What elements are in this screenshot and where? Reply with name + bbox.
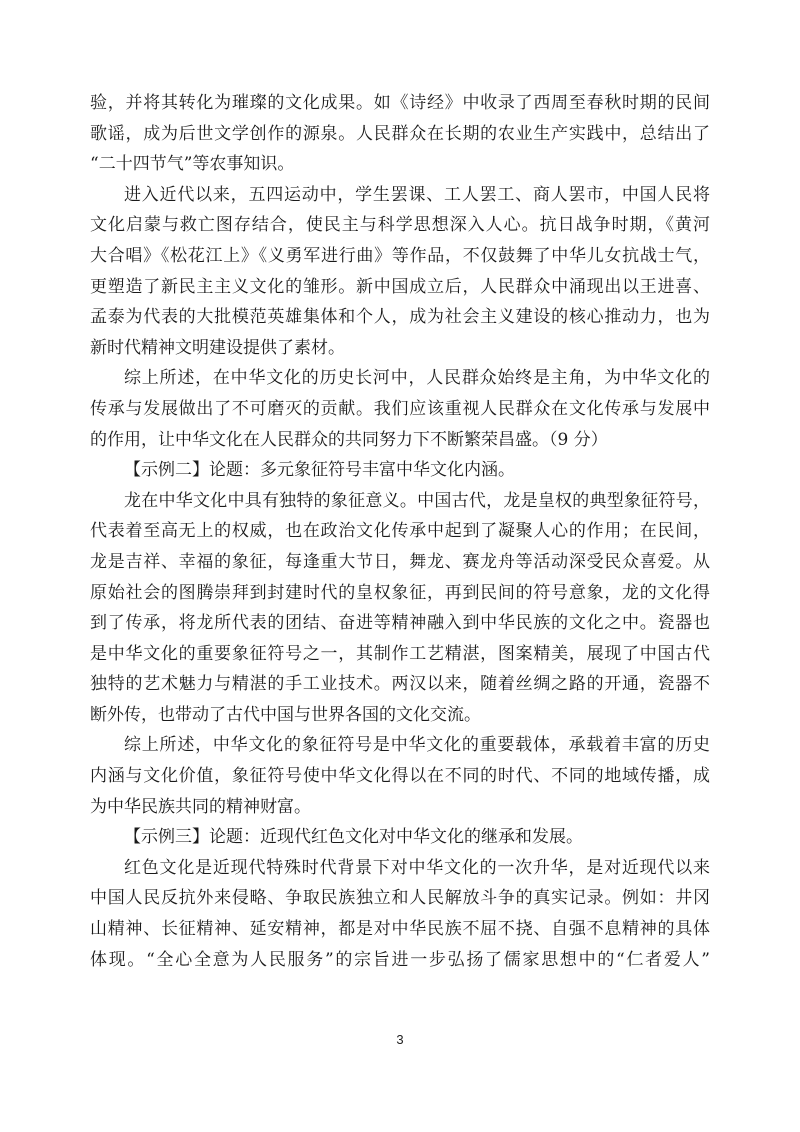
- text-line: 内涵与文化价值，象征符号使中华文化得以在不同的时代、不同的地域传播，成: [90, 766, 710, 787]
- example-heading: 【示例二】论题：多元象征符号丰富中华文化内涵。: [124, 460, 515, 481]
- text-line: 的作用，让中华文化在人民群众的共同努力下不断繁荣昌盛。（9 分）: [90, 429, 608, 450]
- text-line: 传承与发展做出了不可磨灭的贡献。我们应该重视人民群众在文化传承与发展中: [90, 398, 710, 419]
- text-line: 体现。“全心全意为人民服务”的宗旨进一步弘扬了儒家思想中的“仁者爱人”: [90, 949, 710, 970]
- text-line: 中国人民反抗外来侵略、争取民族独立和人民解放斗争的真实记录。例如：井冈: [90, 888, 710, 909]
- document-body: [90, 88, 710, 975]
- text-line: 大合唱》《松花江上》《义勇军进行曲》等作品，不仅鼓舞了中华儿女抗战士气，: [90, 245, 710, 266]
- text-line: 代表着至高无上的权威，也在政治文化传承中起到了凝聚人心的作用；在民间，: [90, 521, 710, 542]
- text-line: 是中华文化的重要象征符号之一，其制作工艺精湛，图案精美，展现了中国古代: [90, 643, 710, 664]
- text-line: 原始社会的图腾崇拜到封建时代的皇权象征，再到民间的符号意象，龙的文化得: [90, 582, 710, 603]
- text-line: 文化启蒙与救亡图存结合，使民主与科学思想深入人心。抗日战争时期，《黄河: [90, 215, 710, 236]
- text-line: 更塑造了新民主主义文化的雏形。新中国成立后，人民群众中涌现出以王进喜、: [90, 276, 710, 297]
- paragraph-start-line: 红色文化是近现代特殊时代背景下对中华文化的一次升华，是对近现代以来: [124, 857, 710, 878]
- text-line: 新时代精神文明建设提供了素材。: [90, 337, 345, 358]
- text-line: 验，并将其转化为璀璨的文化成果。如《诗经》中收录了西周至春秋时期的民间: [90, 93, 710, 113]
- text-line: 为中华民族共同的精神财富。: [90, 796, 311, 817]
- paragraph-start-line: 综上所述，中华文化的象征符号是中华文化的重要载体，承载着丰富的历史: [124, 735, 710, 756]
- paragraph-start-line: 进入近代以来，五四运动中，学生罢课、工人罢工、商人罢市，中国人民将: [124, 184, 710, 205]
- text-line: 断外传，也带动了古代中国与世界各国的文化交流。: [90, 704, 481, 725]
- text-line: 歌谣，成为后世文学创作的源泉。人民群众在长期的农业生产实践中，总结出了: [90, 123, 710, 144]
- text-line: “二十四节气”等农事知识。: [90, 154, 295, 175]
- example-heading: 【示例三】论题：近现代红色文化对中华文化的继承和发展。: [124, 827, 583, 848]
- text-line: 山精神、长征精神、延安精神，都是对中华民族不屈不挠、自强不息精神的具体: [90, 919, 710, 940]
- paragraph-start-line: 综上所述，在中华文化的历史长河中，人民群众始终是主角，为中华文化的: [124, 368, 710, 389]
- paragraph-start-line: 龙在中华文化中具有独特的象征意义。中国古代，龙是皇权的典型象征符号，: [124, 490, 710, 511]
- text-line: 独特的艺术魅力与精湛的手工业技术。两汉以来，随着丝绸之路的开通，瓷器不: [90, 674, 710, 695]
- text-line: 到了传承，将龙所代表的团结、奋进等精神融入到中华民族的文化之中。瓷器也: [90, 613, 710, 634]
- page-number: 3: [396, 1032, 404, 1047]
- text-line: 龙是吉祥、幸福的象征，每逢重大节日，舞龙、赛龙舟等活动深受民众喜爱。从: [90, 551, 710, 572]
- text-line: 孟泰为代表的大批模范英雄集体和个人，成为社会主义建设的核心推动力，也为: [90, 307, 710, 328]
